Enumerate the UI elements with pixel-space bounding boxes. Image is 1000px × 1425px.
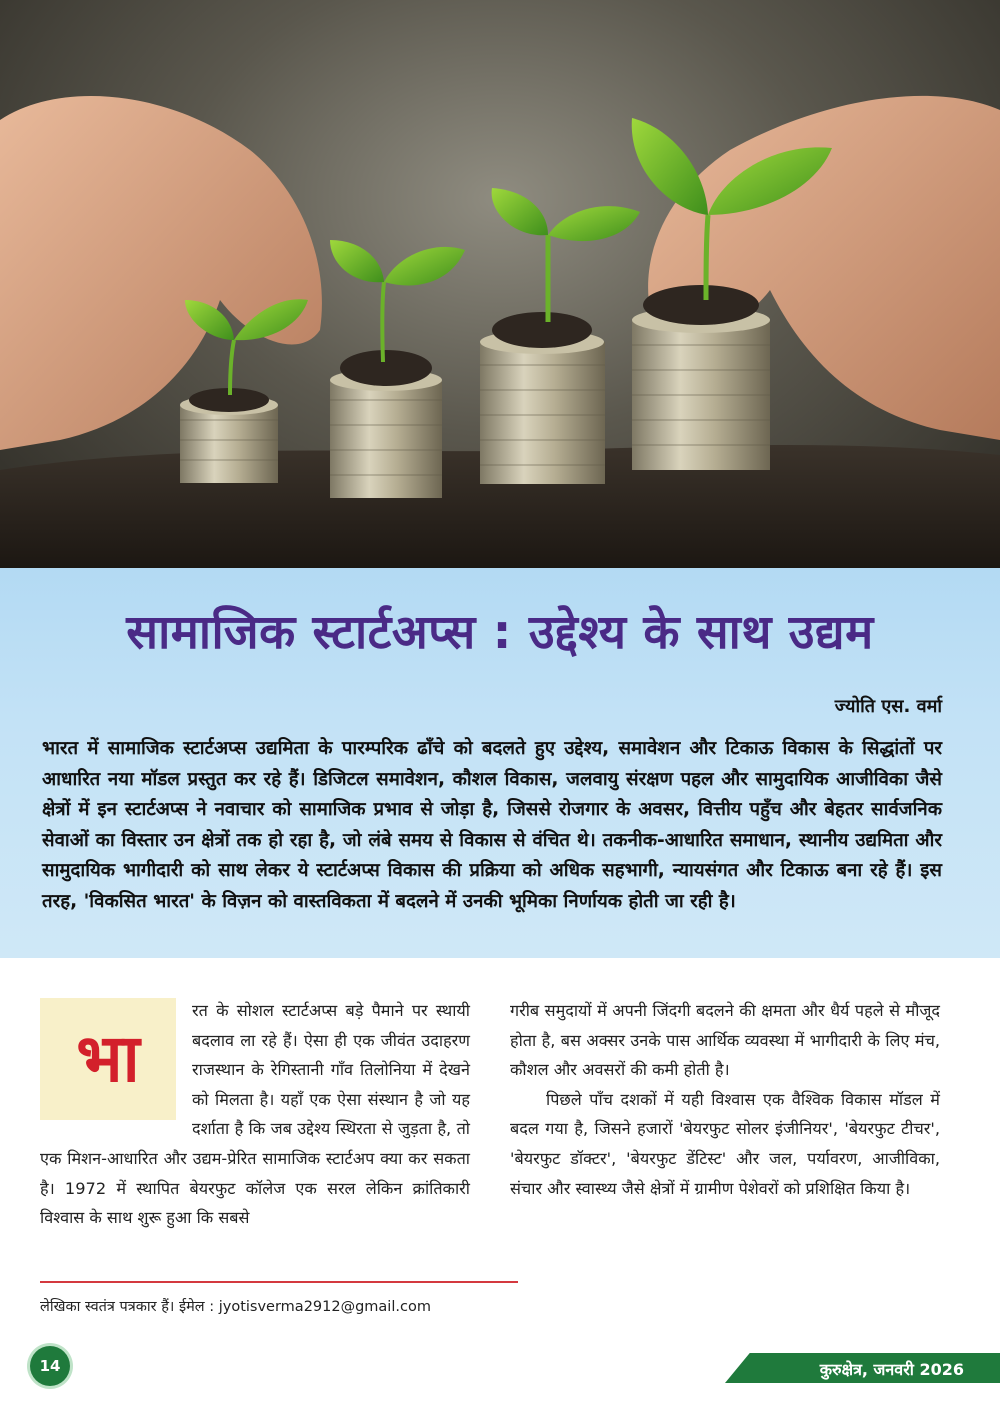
body-column-right xyxy=(510,996,940,1203)
body-paragraph-left: रत के सोशल स्टार्टअप्स बड़े पैमाने पर स्थायी बदलाव ला रहे हैं। ऐसा ही एक जीवंत उदाहरण राजस्थान के रेगिस्तानी गाँव तिलोनिया में देखने को मिलता है। यहाँ एक ऐसा संस्थान है जो यह दर्शाता है कि जब उद्देश्य स्थिरता से जुड़ता है, तो एक मिशन-आधारित और उद्यम-प्रेरित सामाजिक स्टार्टअप क्या कर सकता है। 1972 में स्थापित बेयरफुट कॉलेज एक सरल लेकिन क्रांतिकारी विश्वास के साथ शुरू हुआ कि सबसे xyxy=(40,1001,470,1228)
coin-stack-4 xyxy=(632,285,770,470)
body-paragraph-right-2: पिछले पाँच दशकों में यही विश्वास एक वैश्विक विकास मॉडल में बदल गया है, जिसने हजारों 'बेयरफुट सोलर इंजीनियर', 'बेयरफुट टीचर', 'बेयरफुट डॉक्टर', 'बेयरफुट डेंटिस्ट' और जल, पर्यावरण, आजीविका, संचार और स्वास्थ्य जैसे क्षेत्रों में ग्रामीण पेशेवरों को प्रशिक्षित किया है। xyxy=(510,1089,940,1198)
seedling-2 xyxy=(330,240,465,362)
coin-stack-3 xyxy=(480,312,605,484)
body-column-left xyxy=(40,996,470,1233)
left-hand xyxy=(0,96,322,450)
abstract-text: भारत में सामाजिक स्टार्टअप्स उद्यमिता के पारम्परिक ढाँचे को बदलते हुए उद्देश्य, समावेशन और टिकाऊ विकास के सिद्धांतों पर आधारित नया मॉडल प्रस्तुत कर रहे हैं। डिजिटल समावेशन, कौशल विकास, जलवायु संरक्षण पहल और सामुदायिक आजीविका जैसे क्षेत्रों में इन स्टार्टअप्स ने नवाचार को सामाजिक प्रभाव से जोड़ा है, जिससे रोजगार के अवसर, वित्तीय पहुँच और बेहतर सार्वजनिक सेवाओं का विस्तार उन क्षेत्रों तक हो रहा है, जो लंबे समय से विकास से वंचित थे। तकनीक-आधारित समाधान, स्थानीय उद्यमिता और सामुदायिक भागीदारी को साथ लेकर ये स्टार्टअप्स विकास की प्रक्रिया को अधिक सहभागी, न्यायसंगत और टिकाऊ बना रहे हैं। इस तरह, 'विकसित भारत' के विज़न को वास्तविकता में बदलने में उनकी भूमिका निर्णायक होती जा रही है। xyxy=(42,738,942,912)
footnote-divider xyxy=(40,1281,518,1283)
page-number: 14 xyxy=(30,1346,70,1386)
coin-stack-2 xyxy=(330,350,442,498)
magazine-footer: कुरुक्षेत्र, जनवरी 2026 xyxy=(819,1360,964,1379)
hero-image xyxy=(0,0,1000,568)
seedling-coins-illustration xyxy=(0,0,1000,568)
author-name: ज्योति एस. वर्मा xyxy=(834,696,942,717)
dropcap: भा xyxy=(40,998,176,1120)
body-paragraph-right-1: गरीब समुदायों में अपनी जिंदगी बदलने की क्षमता और धैर्य पहले से मौजूद होता है, बस अक्सर उनके पास आर्थिक व्यवस्था में भागीदारी के लिए मंच, कौशल और अवसरों की कमी होती है। xyxy=(510,1001,940,1080)
seedling-3 xyxy=(492,188,640,322)
article-title: सामाजिक स्टार्टअप्स : उद्देश्य के साथ उद्यम xyxy=(126,605,874,660)
coin-stack-1 xyxy=(180,388,278,483)
footnote: लेखिका स्वतंत्र पत्रकार हैं। ईमेल : jyotisverma2912@gmail.com xyxy=(40,1299,431,1315)
